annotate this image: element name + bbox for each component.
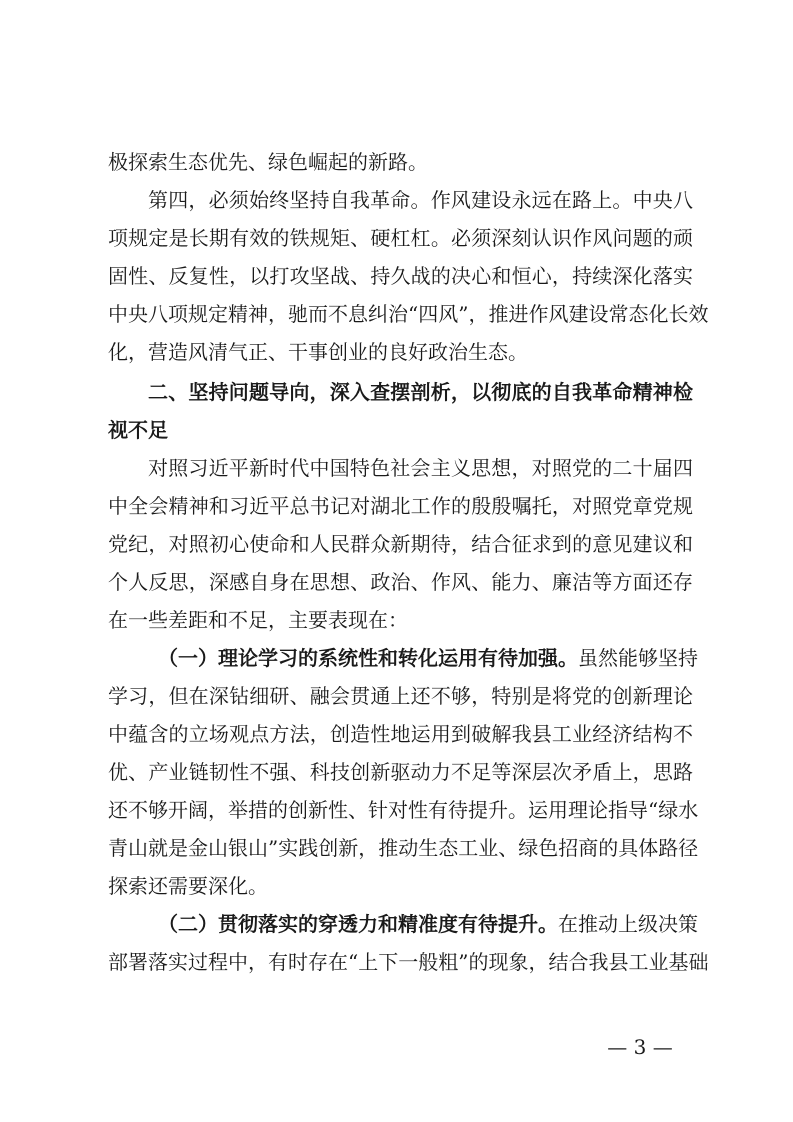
subsection-text: 在推动上级决策 <box>558 912 698 936</box>
paragraph-line: 对照习近平新时代中国特色社会主义思想，对照党的二十届四 <box>148 456 693 480</box>
paragraph-line: 中蕴含的立场观点方法，创造性地运用到破解我县工业经济结构不 <box>108 722 693 746</box>
subsection-title: （一）理论学习的系统性和转化运用有待加强。 <box>158 646 578 670</box>
subsection-text: 虽然能够坚持 <box>578 646 698 670</box>
paragraph-line: 第四，必须始终坚持自我革命。作风建设永远在路上。中央八 <box>148 188 693 212</box>
paragraph-line: 化，营造风清气正、干事创业的良好政治生态。 <box>108 340 528 364</box>
paragraph-line: 极探索生态优先、绿色崛起的新路。 <box>108 150 428 174</box>
paragraph-line: 党纪，对照初心使命和人民群众新期待，结合征求到的意见建议和 <box>108 532 693 556</box>
paragraph-line: 学习，但在深钻细研、融会贯通上还不够，特别是将党的创新理论 <box>108 684 693 708</box>
paragraph-line: 项规定是长期有效的铁规矩、硬杠杠。必须深刻认识作风问题的顽 <box>108 226 693 250</box>
paragraph-line: 固性、反复性，以打攻坚战、持久战的决心和恒心，持续深化落实 <box>108 264 693 288</box>
paragraph-line: 优、产业链韧性不强、科技创新驱动力不足等深层次矛盾上，思路 <box>108 760 693 784</box>
paragraph-line: 中央八项规定精神，驰而不息纠治“四风”，推进作风建设常态化长效 <box>108 302 709 326</box>
section-heading: 视不足 <box>108 418 168 442</box>
section-heading: 二、坚持问题导向，深入查摆剖析，以彻底的自我革命精神检 <box>148 380 693 404</box>
subsection-first-line <box>158 640 698 676</box>
paragraph-line: 部署落实过程中，有时存在“上下一般粗”的现象，结合我县工业基础 <box>108 950 709 974</box>
subsection-title: （二）贯彻落实的穿透力和精准度有待提升。 <box>158 912 558 936</box>
paragraph-line: 还不够开阔，举措的创新性、针对性有待提升。运用理论指导“绿水 <box>108 798 699 822</box>
paragraph-line: 中全会精神和习近平总书记对湖北工作的殷殷嘱托，对照党章党规 <box>108 494 693 518</box>
page-number: — 3 — <box>607 1035 673 1059</box>
paragraph-line: 个人反思，深感自身在思想、政治、作风、能力、廉洁等方面还存 <box>108 570 693 594</box>
paragraph-line: 探索还需要深化。 <box>108 874 268 898</box>
paragraph-line: 青山就是金山银山”实践创新，推动生态工业、绿色招商的具体路径 <box>108 836 699 860</box>
subsection-first-line <box>158 906 698 942</box>
paragraph-line: 在一些差距和不足，主要表现在： <box>108 608 408 632</box>
